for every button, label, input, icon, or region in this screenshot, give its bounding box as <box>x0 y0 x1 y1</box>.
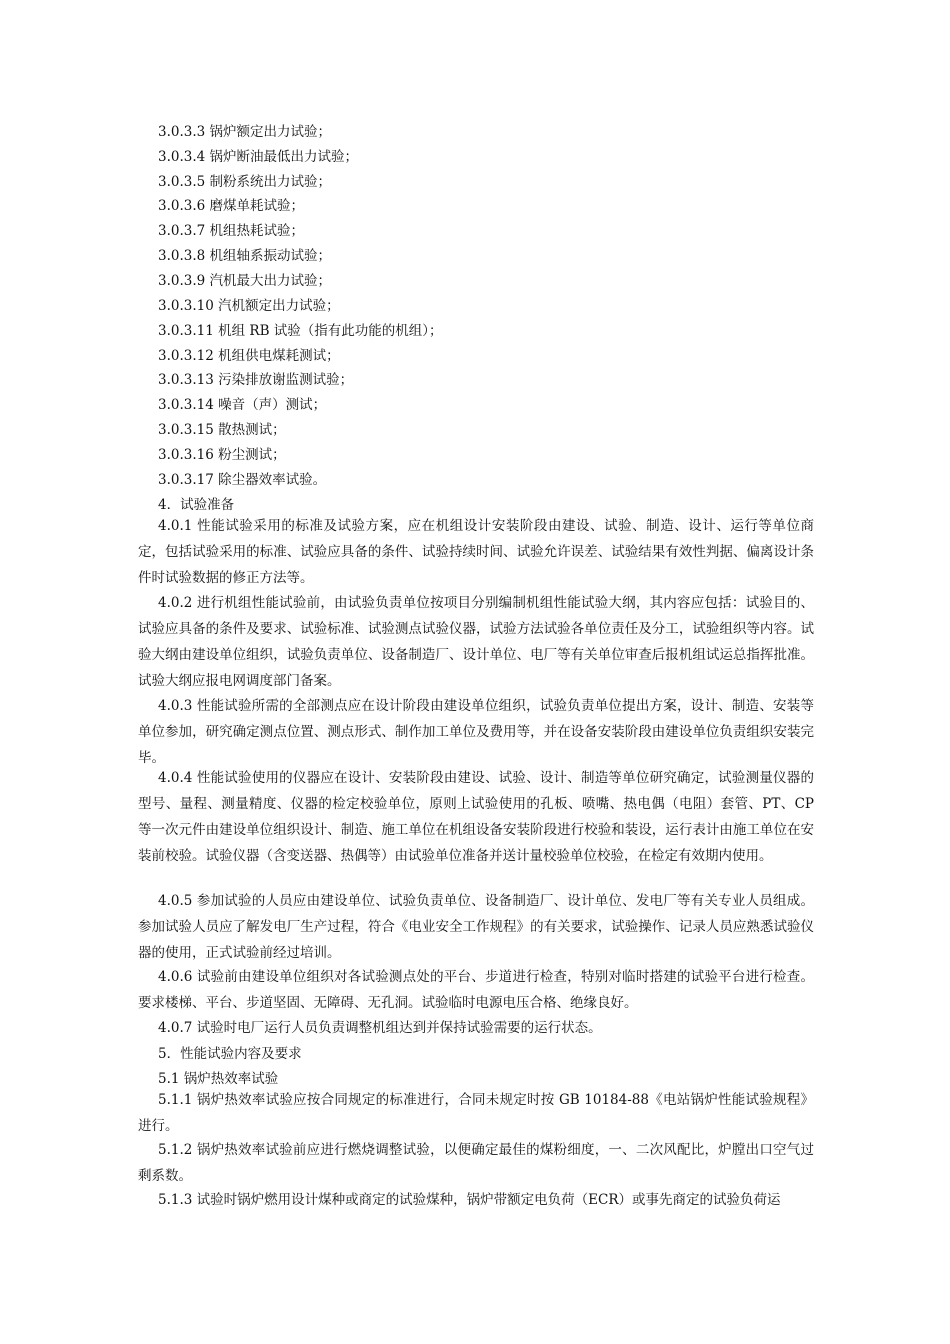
section-heading-4: 4．试验准备 <box>158 497 235 513</box>
paragraph-4-0-4: 4.0.4 性能试验使用的仪器应在设计、安装阶段由建设、试验、设计、制造等单位研究确定，试验测量仪器的型号、量程、测量精度、仪器的检定校验单位，原则上试验使用的孔板、喷嘴、热电偶（电阻）套管、PT、CP 等一次元件由建设单位组织设计、制造、施工单位在机组设备安装阶段进行校验和装设，运行表计由施工单位在安装前校验。试验仪器（含变送器、热偶等）由试验单位准备并送计量校验单位校验，在检定有效期内使用。 <box>138 770 814 864</box>
section-heading-5-1: 5.1 锅炉热效率试验 <box>158 1071 279 1087</box>
paragraph-4-0-3: 4.0.3 性能试验所需的全部测点应在设计阶段由建设单位组织，试验负责单位提出方案，设计、制造、安装等单位参加，研究确定测点位置、测点形式、制作加工单位及费用等，并在设备安装阶段由建设单位负责组织安装完毕。 <box>138 698 814 766</box>
section-heading-5: 5．性能试验内容及要求 <box>158 1046 302 1062</box>
list-item: 3.0.3.5 制粉系统出力试验； <box>158 174 332 190</box>
list-item: 3.0.3.8 机组轴系振动试验； <box>158 248 332 264</box>
paragraph-4-0-7: 4.0.7 试验时电厂运行人员负责调整机组达到并保持试验需要的运行状态。 <box>158 1020 602 1036</box>
list-item: 3.0.3.11 机组 RB 试验（指有此功能的机组）； <box>158 323 443 339</box>
list-item: 3.0.3.16 粉尘测试； <box>158 447 286 463</box>
paragraph-4-0-2: 4.0.2 进行机组性能试验前，由试验负责单位按项目分别编制机组性能试验大纲，其内容应包括：试验目的、试验应具备的条件及要求、试验标准、试验测点试验仪器，试验方法试验各单位责任及分工，试验组织等内容。试验大纲由建设单位组织，试验负责单位、设备制造厂、设计单位、电厂等有关单位审查后报机组试运总指挥批准。试验大纲应报电网调度部门备案。 <box>138 595 814 689</box>
paragraph-5-1-1: 5.1.1 锅炉热效率试验应按合同规定的标准进行，合同未规定时按 GB 10184-88《电站锅炉性能试验规程》进行。 <box>138 1092 814 1134</box>
paragraph-5-1-2: 5.1.2 锅炉热效率试验前应进行燃烧调整试验，以便确定最佳的煤粉细度，一、二次风配比，炉膛出口空气过剩系数。 <box>138 1142 814 1184</box>
list-item: 3.0.3.10 汽机额定出力试验； <box>158 298 340 314</box>
paragraph-4-0-5: 4.0.5 参加试验的人员应由建设单位、试验负责单位、设备制造厂、设计单位、发电厂等有关专业人员组成。参加试验人员应了解发电厂生产过程，符合《电业安全工作规程》的有关要求，试验操作、记录人员应熟悉试验仪器的使用，正式试验前经过培训。 <box>138 893 814 961</box>
list-item: 3.0.3.17 除尘器效率试验。 <box>158 472 327 488</box>
paragraph-5-1-3: 5.1.3 试验时锅炉燃用设计煤种或商定的试验煤种，锅炉带额定电负荷（ECR）或事先商定的试验负荷运 <box>158 1192 781 1208</box>
list-item: 3.0.3.3 锅炉额定出力试验； <box>158 124 332 140</box>
list-item: 3.0.3.4 锅炉断油最低出力试验； <box>158 149 359 165</box>
list-item: 3.0.3.15 散热测试； <box>158 422 286 438</box>
paragraph-4-0-6: 4.0.6 试验前由建设单位组织对各试验测点处的平台、步道进行检查，特别对临时搭建的试验平台进行检查。要求楼梯、平台、步道坚固、无障碍、无孔洞。试验临时电源电压合格、绝缘良好。 <box>138 969 814 1011</box>
list-item: 3.0.3.6 磨煤单耗试验； <box>158 198 305 214</box>
list-item: 3.0.3.7 机组热耗试验； <box>158 223 305 239</box>
list-item: 3.0.3.9 汽机最大出力试验； <box>158 273 332 289</box>
list-item: 3.0.3.14 噪音（声）测试； <box>158 397 327 413</box>
list-item: 3.0.3.12 机组供电煤耗测试； <box>158 348 340 364</box>
list-item: 3.0.3.13 污染排放谢监测试验； <box>158 372 354 388</box>
paragraph-4-0-1: 4.0.1 性能试验采用的标准及试验方案，应在机组设计安装阶段由建设、试验、制造、设计、运行等单位商定，包括试验采用的标准、试验应具备的条件、试验持续时间、试验允许误差、试验结果有效性判据、偏离设计条件时试验数据的修正方法等。 <box>138 518 814 586</box>
